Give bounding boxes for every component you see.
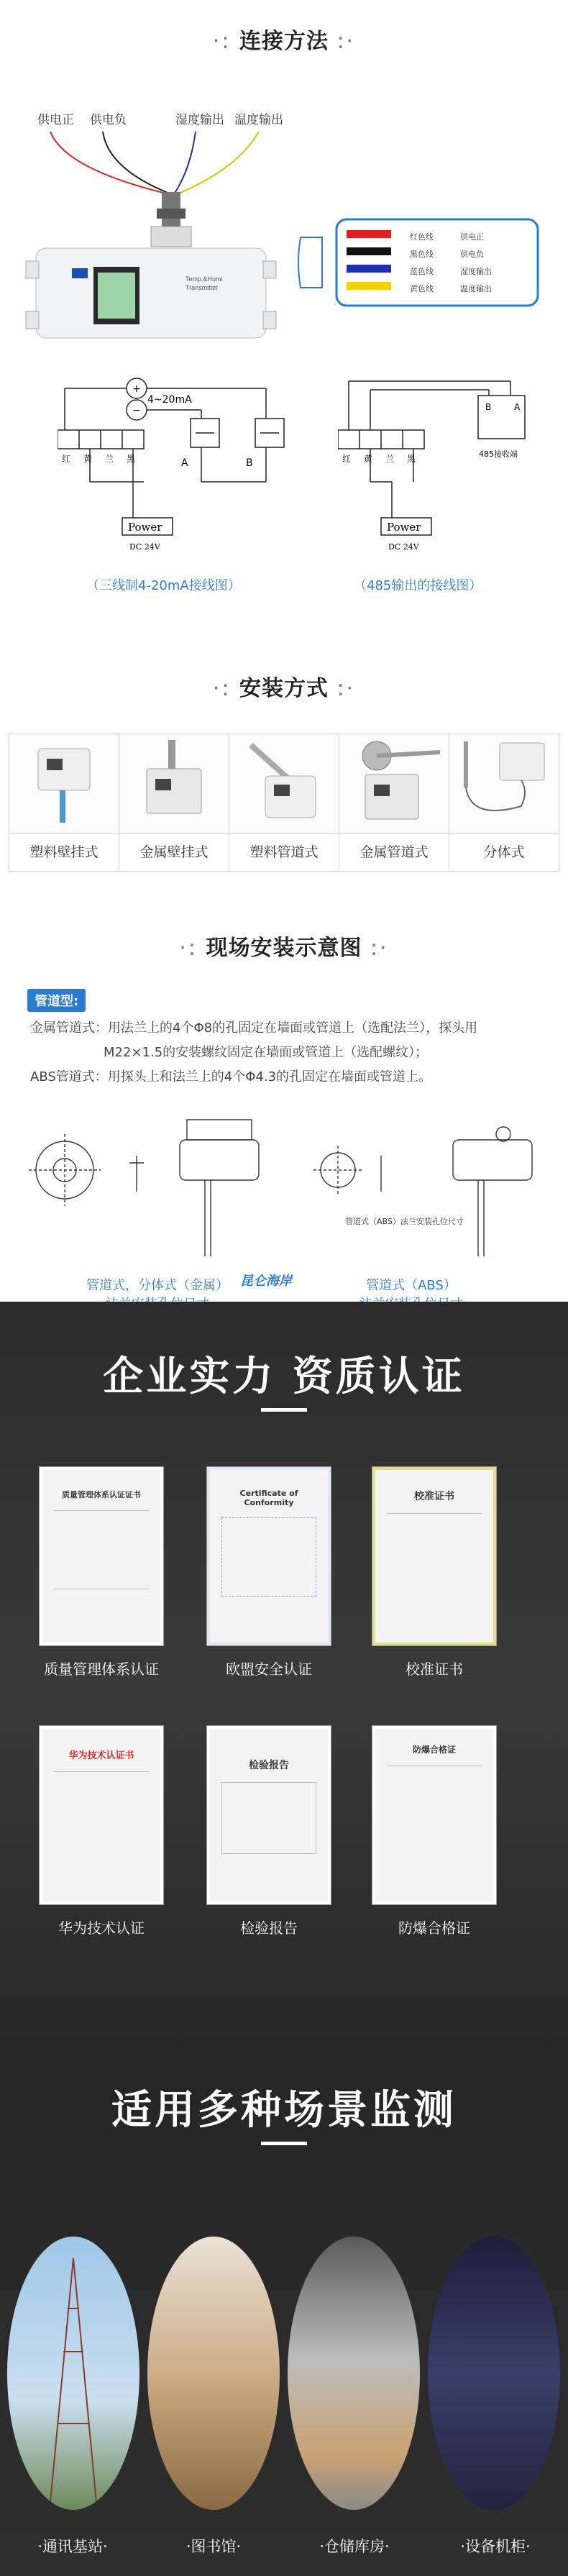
cert-huawei[interactable]: 华为技术认证书: [40, 1726, 163, 1904]
caption-abs-flange: 管道式（ABS）: [366, 1278, 457, 1293]
power-label-2: Power: [387, 521, 421, 534]
site-install-title: ·: 现场安装示意图 :·: [179, 936, 389, 961]
current-range-label: 4~20mA: [147, 394, 192, 406]
scenes-title-rule: [261, 2142, 307, 2145]
cert-label-calibration: 校准证书: [406, 1661, 463, 1678]
caption-485: （485输出的接线图）: [354, 578, 482, 593]
svg-text:B: B: [246, 457, 253, 469]
brand-logo: 昆仑海岸: [240, 1274, 292, 1289]
svg-text:−: −: [132, 405, 141, 416]
svg-text:兰: 兰: [385, 454, 395, 464]
svg-text:黑: 黑: [127, 454, 136, 464]
svg-text:黄: 黄: [364, 454, 373, 464]
svg-text:A: A: [181, 457, 188, 469]
install-methods-title: ·: 安装方式 :·: [212, 676, 356, 701]
desc-line-2: M22×1.5的安装螺纹固定在墙面或管道上（选配螺纹）；: [104, 1045, 429, 1060]
scene-label-cabinet: ·设备机柜·: [460, 2538, 531, 2555]
scene-label-warehouse: ·仓储库房·: [319, 2538, 390, 2555]
scene-image-cabinet[interactable]: [428, 2237, 560, 2510]
duct-type-badge: 管道型:: [27, 989, 86, 1012]
wiring-section: [0, 0, 568, 633]
site-install-section: [0, 924, 568, 1305]
svg-text:DC 24V: DC 24V: [388, 542, 419, 552]
install-method-labels: [9, 834, 559, 872]
wire-label-temperature: 温度输出: [234, 113, 283, 127]
cert-explosion-proof[interactable]: 防爆合格证: [372, 1726, 496, 1904]
svg-text:A: A: [514, 402, 521, 412]
cert-label-huawei: 华为技术认证: [58, 1919, 145, 1937]
wire-label-power-pos: 供电正: [37, 113, 74, 127]
wire-label-power-neg: 供电负: [90, 113, 127, 127]
cert-inspection-report[interactable]: 检验报告: [207, 1726, 331, 1904]
legend-color-names: 红色线 黑色线 蓝色线 黄色线: [410, 232, 434, 293]
strength-title-rule: [261, 1408, 307, 1412]
wiring-title: ·: 连接方法 :·: [212, 29, 356, 54]
method-label-metal-duct: 金属管道式: [339, 834, 449, 871]
install-method-images: [9, 734, 559, 834]
flange-diagram-metal: [22, 1113, 280, 1278]
scene-image-base-station[interactable]: [7, 2237, 139, 2510]
cert-label-eu: 欧盟安全认证: [226, 1661, 312, 1678]
scene-image-library[interactable]: [147, 2237, 280, 2510]
svg-text:红: 红: [62, 454, 71, 464]
method-label-plastic-wall: 塑料壁挂式: [9, 834, 119, 871]
strength-title: 企业实力 资质认证: [103, 1353, 465, 1400]
svg-text:B: B: [485, 402, 492, 412]
scene-image-warehouse[interactable]: [288, 2237, 420, 2510]
cert-quality-management[interactable]: 质量管理体系认证证书: [40, 1467, 163, 1645]
legend-meanings: 供电正 供电负 湿度输出 温度输出: [460, 232, 492, 293]
diagram-4-20ma: [58, 374, 302, 575]
svg-text:+: +: [132, 383, 141, 395]
desc-line-1: 金属管道式：用法兰上的4个Φ8的孔固定在墙面或管道上（选配法兰），探头用: [30, 1020, 478, 1036]
desc-line-3: ABS管道式：用探头上和法兰上的4个Φ4.3的孔固定在墙面或管道上。: [30, 1069, 432, 1084]
scenes-title: 适用多种场景监测: [111, 2087, 457, 2134]
flange-diagram-abs: [295, 1113, 554, 1278]
caption-metal-flange: 管道式，分体式（金属）: [86, 1278, 229, 1293]
device-text-2: Transmitter: [185, 284, 219, 291]
caption-4-20ma: （三线制4-20mA接线图）: [86, 578, 241, 593]
wiring-title-text: 连接方法: [239, 29, 329, 54]
power-label-1: Power: [128, 521, 162, 534]
method-image-plastic-duct: [229, 734, 339, 833]
method-image-plastic-wall: [9, 734, 119, 833]
cert-calibration[interactable]: 校准证书: [372, 1467, 496, 1645]
svg-text:兰: 兰: [105, 454, 114, 464]
diagram-485: [338, 374, 546, 575]
install-methods-section: [0, 662, 568, 899]
svg-text:黑: 黑: [407, 454, 416, 464]
device-text-1: Temp.&Humi: [185, 275, 223, 283]
svg-text:红: 红: [342, 454, 352, 464]
abs-hole-note: 管道式（ABS）法兰安装孔位尺寸: [345, 1217, 464, 1226]
cert-label-inspection: 检验报告: [240, 1919, 298, 1937]
method-label-metal-wall: 金属壁挂式: [119, 834, 229, 871]
scene-label-base-station: ·通讯基站·: [37, 2538, 108, 2555]
cert-label-explosion: 防爆合格证: [398, 1919, 470, 1937]
svg-text:DC 24V: DC 24V: [129, 542, 160, 552]
svg-text:黄: 黄: [83, 454, 93, 464]
cert-eu-conformity[interactable]: Certificate of Conformity: [207, 1467, 331, 1645]
method-image-split: [449, 734, 559, 833]
method-image-metal-duct: [339, 734, 449, 833]
scene-label-library: ·图书馆·: [185, 2538, 242, 2555]
wire-label-humidity: 湿度输出: [175, 113, 224, 127]
transmitter-device-illustration: [22, 126, 280, 349]
method-image-metal-wall: [119, 734, 229, 833]
method-label-split: 分体式: [483, 844, 525, 860]
method-label-plastic-duct: 塑料管道式: [229, 834, 339, 871]
cert-label-quality: 质量管理体系认证: [44, 1661, 159, 1678]
receiver-485-label: 485接收端: [479, 449, 518, 459]
